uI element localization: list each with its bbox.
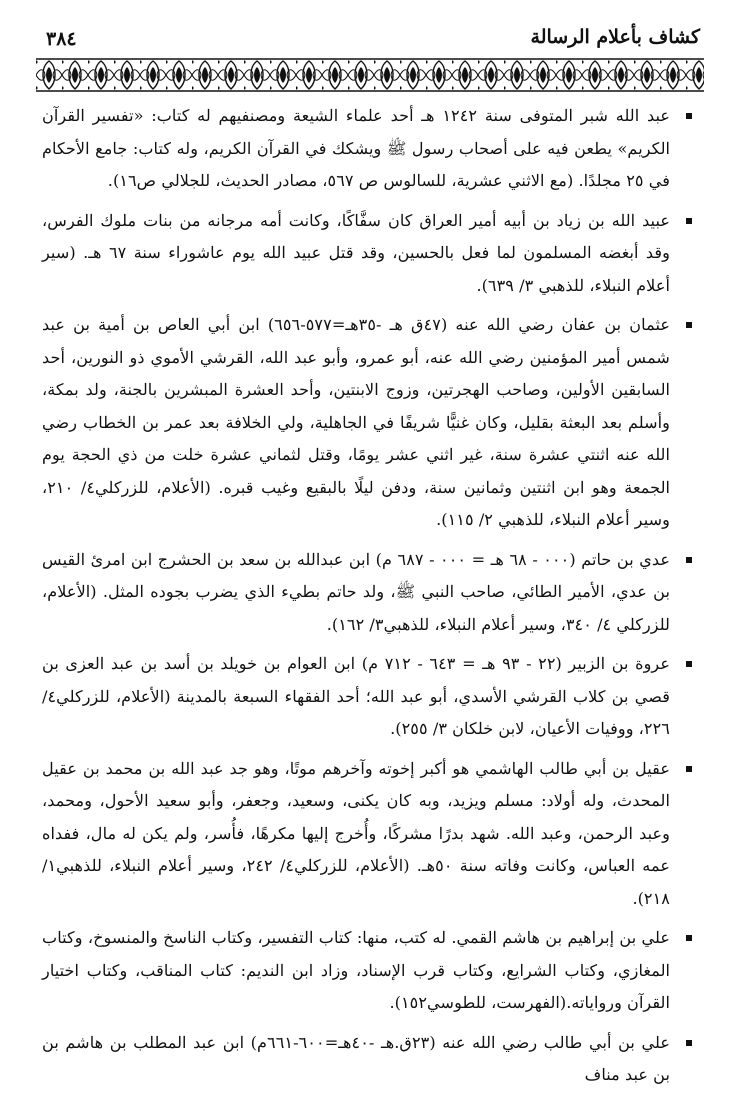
- list-item: [42, 648, 692, 746]
- list-item: [42, 100, 692, 198]
- bullet-icon: [686, 218, 692, 224]
- entry-text: عثمان بن عفان رضي الله عنه (٤٧ق هـ -٣٥هـ=٥٧٧-٦٥٦) ابن أبي العاص بن أمية بن عبد شمس أمير المؤمنين رضي الله عنه، أبو عمرو، وأبو عبد الله، القرشي الأموي ذو النورين، أحد السابقين الأولين، وصاحب الهجرتين، وزوج الابنتين، وأحد العشرة المبشرين بالجنة، ولد بمكة، وأسلم بعد البعثة بقليل، وكان غنيًّا شريفًا في الجاهلية، ولي الخلافة بعد عمر بن الخطاب رضي الله عنه اثنتي عشرة سنة، غير اثني عشر يومًا، وقتل لثماني عشرة خلت من ذي الحجة يوم الجمعة وهو ابن اثنتين وثمانين سنة، ودفن ليلًا بالبقيع وغيب قبره. (الأعلام، للزركلي٤/ ٢١٠، وسير أعلام النبلاء، للذهبي ٢/ ١١٥).: [42, 315, 671, 529]
- list-item: [42, 309, 692, 537]
- floral-border-icon: [36, 58, 704, 92]
- running-title: كشاف بأعلام الرسالة: [530, 26, 700, 48]
- bullet-icon: [686, 557, 692, 563]
- list-item: [42, 205, 692, 303]
- bullet-icon: [686, 766, 692, 772]
- list-item: [42, 544, 692, 642]
- list-item: [42, 922, 692, 1020]
- bullet-icon: [686, 113, 692, 119]
- entry-text: عروة بن الزبير (٢٢ - ٩٣ هـ = ٦٤٣ - ٧١٢ م) ابن العوام بن خويلد بن أسد بن عبد العزى بن قصي بن كلاب القرشي الأسدي، أبو عبد الله؛ أحد الفقهاء السبعة بالمدينة (الأعلام، للزركلي٤/ ٢٢٦، ووفيات الأعيان، لابن خلكان ٣/ ٢٥٥).: [42, 654, 670, 738]
- list-item: [42, 1027, 692, 1092]
- list-item: [42, 753, 692, 916]
- entry-text: عدي بن حاتم (٠٠٠ - ٦٨ هـ = ٠٠٠ - ٦٨٧ م) ابن عبدالله بن سعد بن الحشرج ابن امرئ القيس بن عدي، الأمير الطائي، صاحب النبي ﷺ، ولد حاتم بطيء الذي يضرب بجوده المثل. (الأعلام، للزركلي ٤/ ٣٤٠، وسير أعلام النبلاء، للذهبي٣/ ١٦٢).: [42, 549, 671, 634]
- bullet-icon: [686, 935, 692, 941]
- page-number: ٣٨٤: [46, 28, 77, 50]
- biography-list: [42, 100, 692, 1099]
- entry-text: عبيد الله بن زياد بن أبيه أمير العراق كان سفَّاكًا، وكانت أمه مرجانه من بنات ملوك الفرس، وقد أبغضه المسلمون لما فعل بالحسين، وقد قتل عبيد الله يوم عاشوراء سنة ٦٧ هـ. (سير أعلام النبلاء، للذهبي ٣/ ٦٣٩).: [42, 210, 670, 295]
- entry-text: عبد الله شبر المتوفى سنة ١٢٤٢ هـ أحد علماء الشيعة ومصنفيهم له كتاب: «تفسير القرآن الكريم» يطعن فيه على أصحاب رسول ﷺ ويشكك في القرآن الكريم، وله كتاب: جامع الأحكام في ٢٥ مجلدًا. (مع الاثني عشرية، للسالوس ص ٥٦٧، مصادر الحديث، للجلالي ص١٦).: [42, 106, 670, 190]
- bullet-icon: [686, 1040, 692, 1046]
- entry-text: علي بن أبي طالب رضي الله عنه (٢٣ق.هـ -٤٠هـ=٦٠٠-٦٦١م) ابن عبد المطلب بن هاشم بن بن عبد مناف: [42, 1032, 670, 1084]
- bullet-icon: [686, 661, 692, 667]
- bullet-icon: [686, 322, 692, 328]
- entry-text: علي بن إبراهيم بن هاشم القمي. له كتب، منها: كتاب التفسير، وكتاب الناسخ والمنسوخ، وكتاب المغازي، وكتاب الشرايع، وكتاب قرب الإسناد، وزاد ابن النديم: كتاب المناقب، وكتاب اختيار القرآن ورواياته.(الفهرست، للطوسي١٥٢).: [42, 928, 670, 1012]
- entry-text: عقيل بن أبي طالب الهاشمي هو أكبر إخوته وآخرهم موتًا، وهو جد عبد الله بن محمد بن عقيل المحدث، وله أولاد: مسلم ويزيد، وبه كان يكنى، وسعيد، وجعفر، وأبو سعيد الأحول، ومحمد، وعبد الرحمن، وعبد الله. شهد بدرًا مشركًا، وأُخرج إليها مكرهًا، فأُسر، ولم يكن له مال، ففداه عمه العباس، وكانت وفاته سنة ٥٠هـ. (الأعلام، للزركلي٤/ ٢٤٢، وسير أعلام النبلاء، للذهبي١/ ٢١٨).: [42, 758, 670, 908]
- page-header: [40, 26, 700, 56]
